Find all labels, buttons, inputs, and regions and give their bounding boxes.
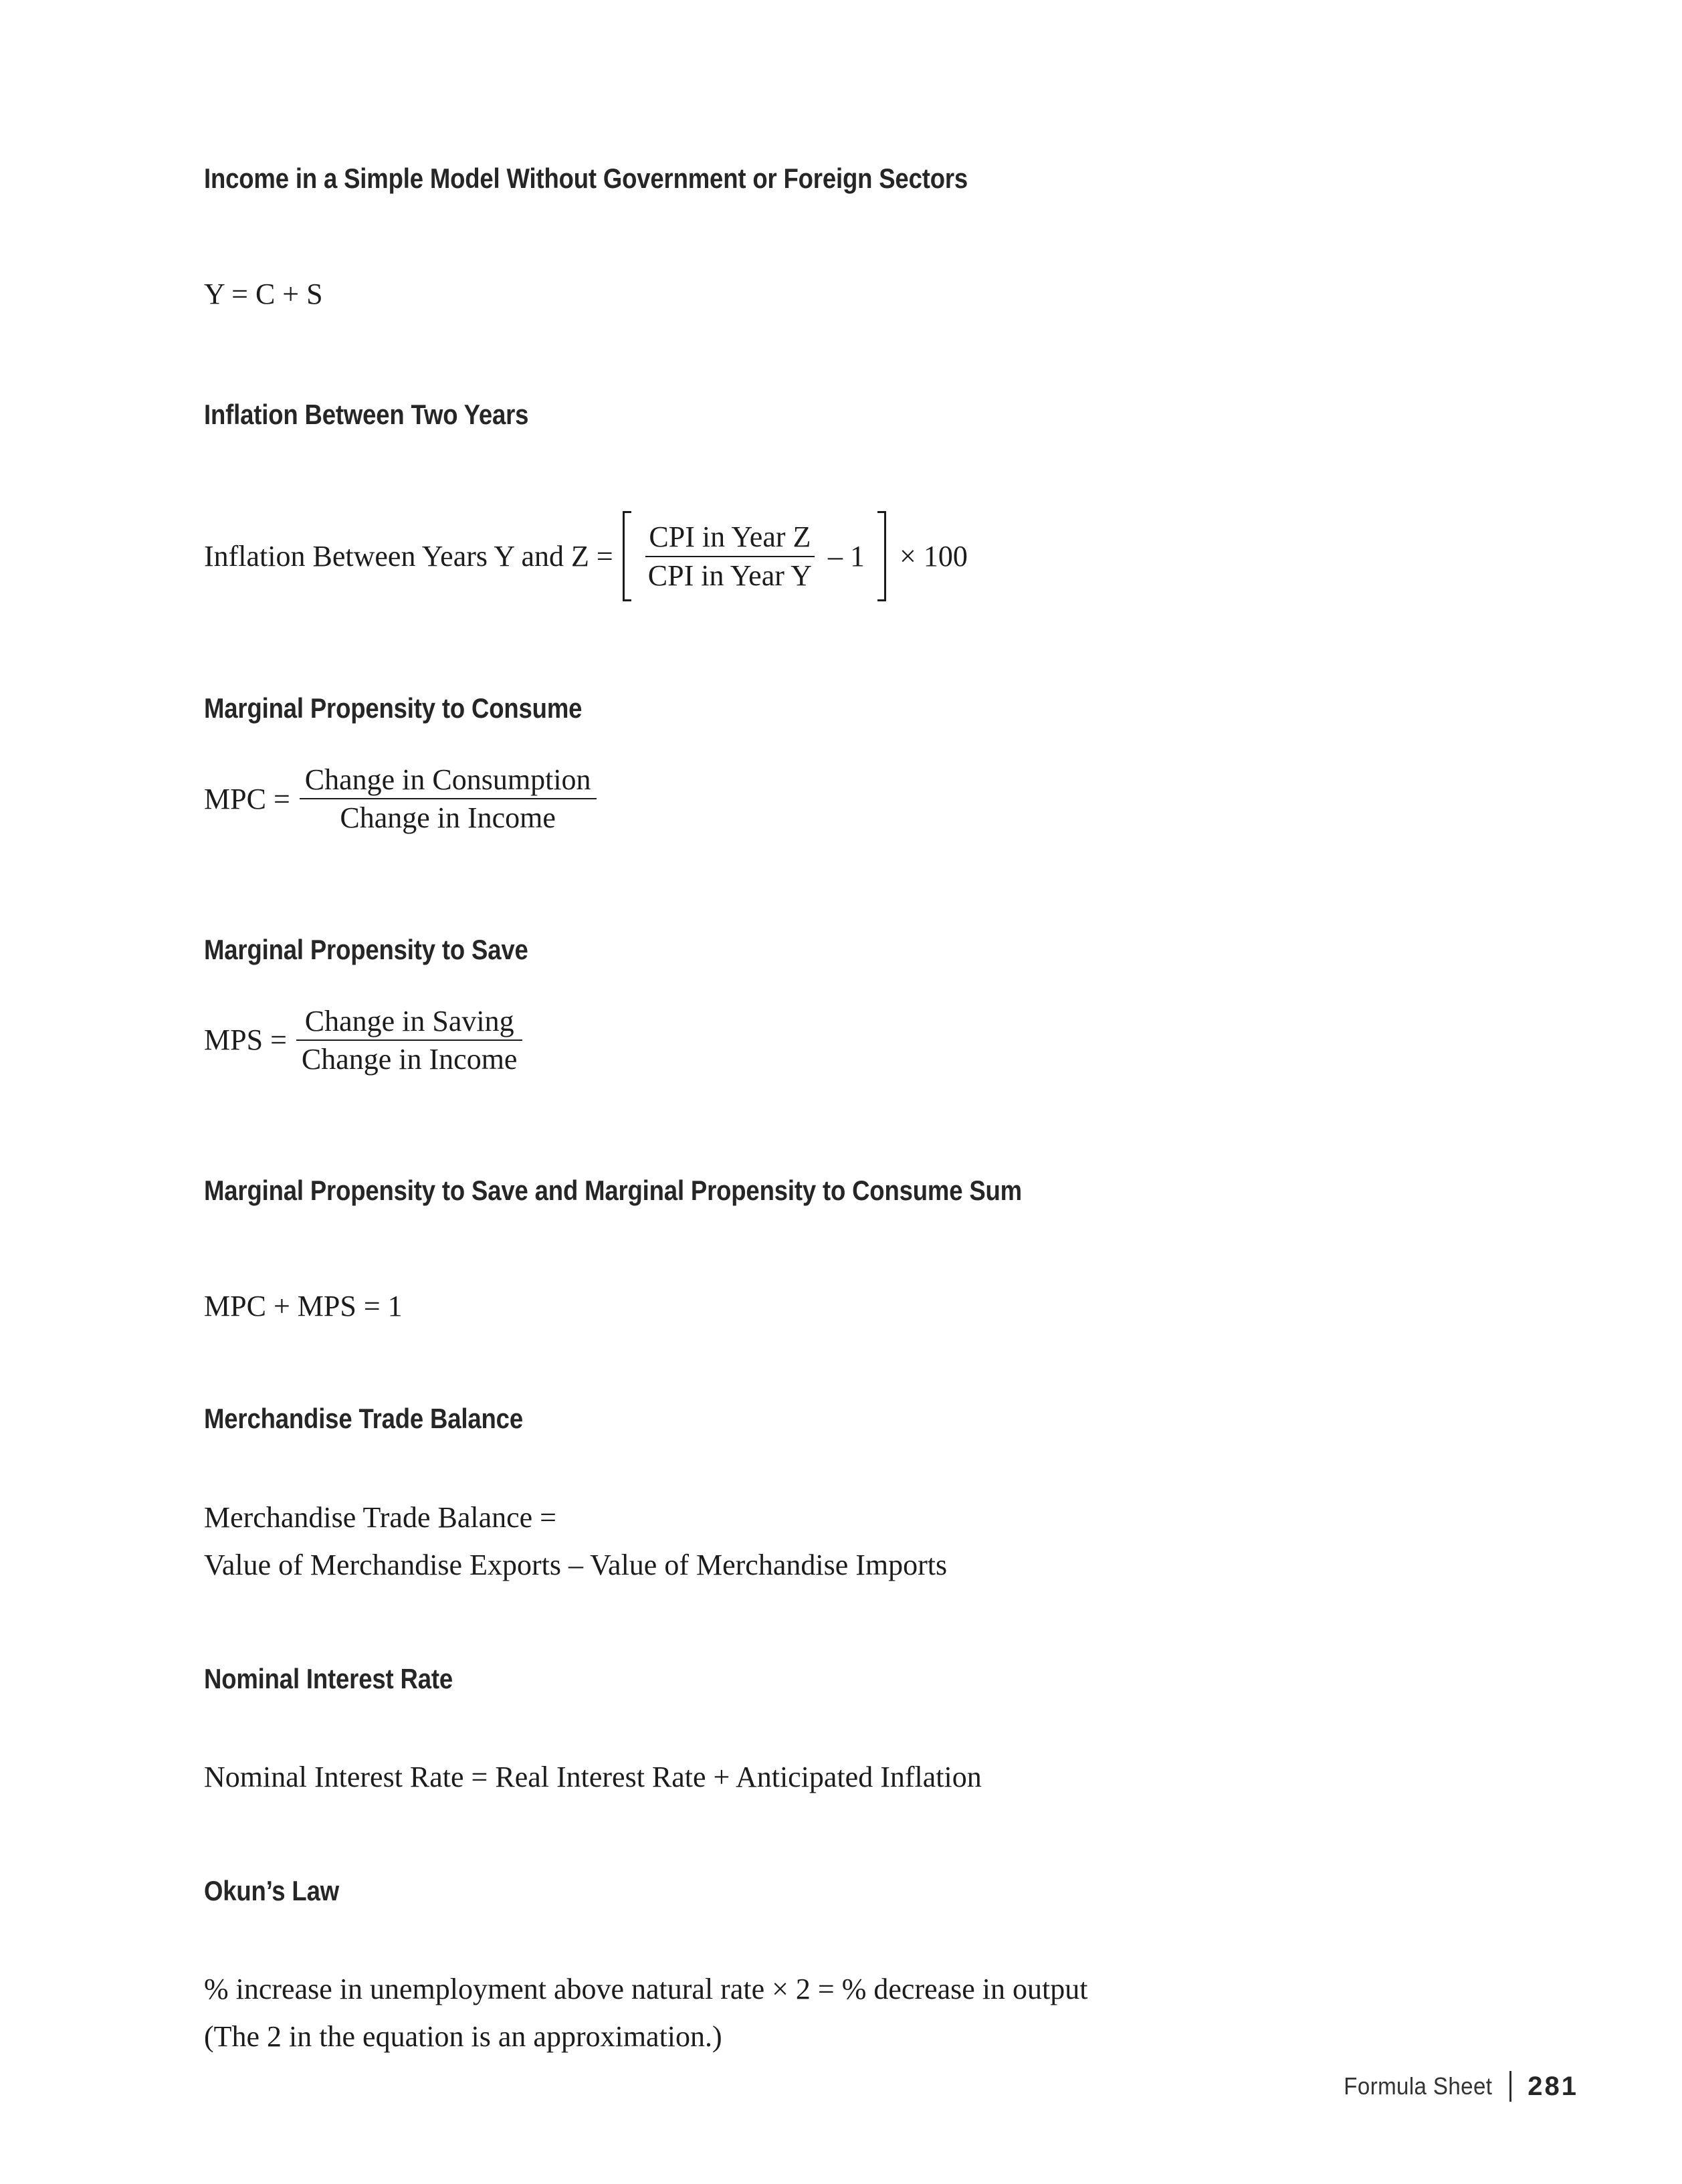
trade-balance-line-2: Value of Merchandise Exports – Value of Merchandise Imports <box>204 1548 948 1581</box>
section-mpc <box>204 694 1475 835</box>
spacer <box>204 1584 1475 1664</box>
section-heading-nominal-rate: Nominal Interest Rate <box>204 1662 453 1694</box>
okun-line-1: % increase in unemployment above natural rate × 2 = % decrease in output <box>204 1973 1088 2006</box>
page-number: 281 <box>1528 2071 1578 2101</box>
minus-one-term: – 1 <box>828 539 865 573</box>
spacer <box>204 835 1475 935</box>
section-inflation <box>204 400 1475 601</box>
formula-trade-balance <box>204 1498 1475 1584</box>
fraction-denominator: Change in Income <box>301 1042 518 1076</box>
formula-okun <box>204 1970 1475 2056</box>
spacer <box>204 1906 1475 1970</box>
mpc-lhs: MPC = <box>204 782 290 815</box>
footer-label: Formula Sheet <box>1344 2072 1493 2100</box>
spacer <box>204 1205 1475 1287</box>
page-footer <box>1331 2069 1578 2104</box>
mps-lhs: MPS = <box>204 1023 287 1057</box>
section-heading-inflation: Inflation Between Two Years <box>204 399 529 431</box>
spacer <box>204 313 1475 400</box>
spacer <box>204 965 1475 1005</box>
spacer <box>204 1325 1475 1404</box>
formula-income: Y = C + S <box>204 278 323 311</box>
inflation-lhs: Inflation Between Years Y and Z = <box>204 540 613 573</box>
section-heading-trade-balance: Merchandise Trade Balance <box>204 1403 523 1435</box>
section-mps <box>204 935 1475 1076</box>
section-heading-income: Income in a Simple Model Without Government or Foreign Sectors <box>204 163 968 194</box>
multiplier-term: × 100 <box>900 540 968 573</box>
section-heading-mpc-mps-sum: Marginal Propensity to Save and Marginal Propensity to Consume Sum <box>204 1175 1023 1207</box>
bracket-expression <box>623 511 886 601</box>
section-income <box>204 164 1475 313</box>
content-column <box>204 164 1475 2056</box>
fraction-numerator: Change in Consumption <box>304 763 591 796</box>
fraction-numerator: CPI in Year Z <box>649 520 811 554</box>
okun-line-2: (The 2 in the equation is an approximation.) <box>204 2020 722 2054</box>
footer-divider <box>1509 2071 1511 2102</box>
spacer <box>204 723 1475 763</box>
section-nominal-rate <box>204 1664 1475 1796</box>
spacer <box>204 601 1475 694</box>
section-mpc-mps-sum <box>204 1176 1475 1325</box>
spacer <box>204 1434 1475 1498</box>
formula-mpc-mps-sum: MPC + MPS = 1 <box>204 1290 403 1323</box>
fraction-cpi <box>645 520 815 592</box>
section-heading-okun: Okun’s Law <box>204 1875 339 1907</box>
formula-mpc <box>204 763 1475 835</box>
left-bracket-icon <box>623 511 635 601</box>
bracket-contents <box>635 511 874 601</box>
spacer <box>204 1076 1475 1176</box>
formula-inflation <box>204 511 1475 601</box>
fraction-mps <box>296 1005 523 1076</box>
section-okun <box>204 1876 1475 2056</box>
formula-nominal-rate: Nominal Interest Rate = Real Interest Rate + Anticipated Inflation <box>204 1761 982 1793</box>
spacer <box>204 1796 1475 1876</box>
right-bracket-icon <box>874 511 886 601</box>
section-heading-mps: Marginal Propensity to Save <box>204 933 528 965</box>
spacer <box>204 1694 1475 1758</box>
fraction-numerator: Change in Saving <box>304 1004 514 1037</box>
spacer <box>204 193 1475 275</box>
fraction-mpc <box>300 763 597 835</box>
formula-mps <box>204 1005 1475 1076</box>
fraction-denominator: CPI in Year Y <box>647 559 813 592</box>
section-heading-mpc: Marginal Propensity to Consume <box>204 692 583 724</box>
section-trade-balance <box>204 1404 1475 1583</box>
trade-balance-line-1: Merchandise Trade Balance = <box>204 1500 556 1534</box>
fraction-denominator: Change in Income <box>340 801 556 835</box>
spacer <box>204 429 1475 511</box>
